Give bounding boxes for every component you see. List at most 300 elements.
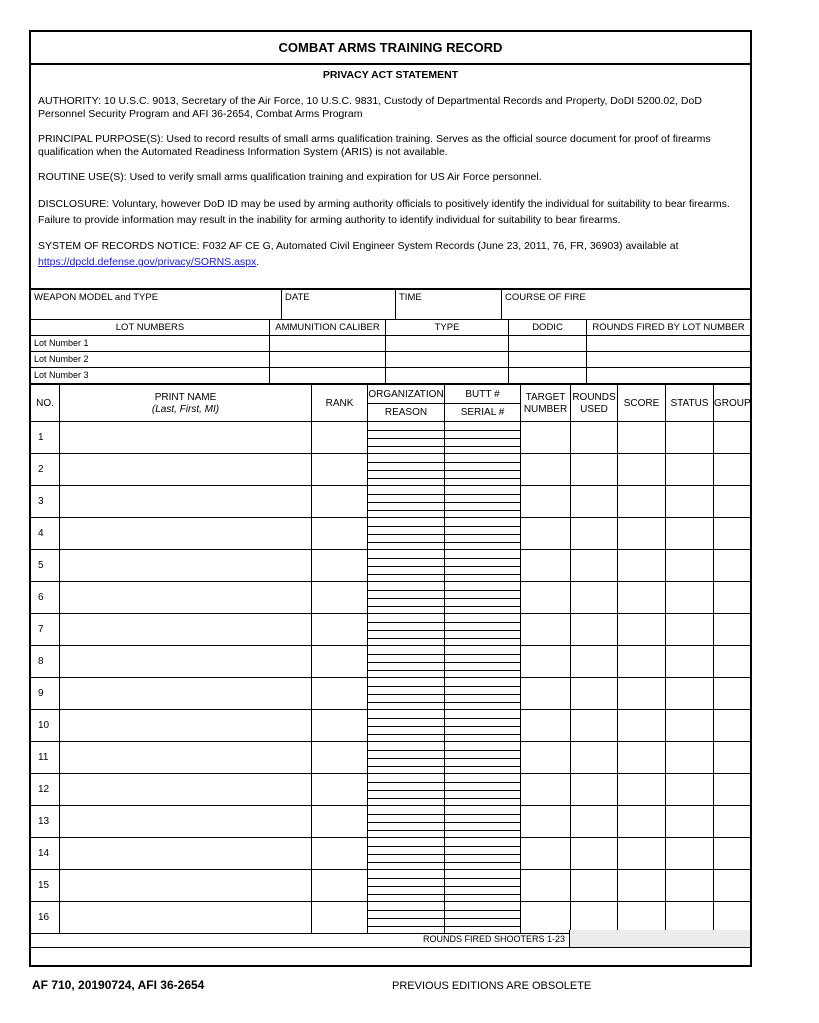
type-input[interactable] [386, 368, 509, 383]
target-number-input[interactable] [521, 486, 571, 517]
rounds-used-input[interactable] [571, 806, 618, 837]
status-input[interactable] [666, 422, 714, 453]
rounds-total-input[interactable] [569, 930, 750, 947]
score-input[interactable] [618, 454, 666, 485]
ammo-caliber-header: AMMUNITION CALIBER [270, 320, 386, 335]
rounds-used-input[interactable] [571, 486, 618, 517]
sub-line [445, 694, 520, 695]
butt-serial-input[interactable] [445, 806, 521, 837]
target-number-input[interactable] [521, 550, 571, 581]
score-input[interactable] [618, 486, 666, 517]
score-input[interactable] [618, 774, 666, 805]
lot-row [31, 368, 750, 384]
dodic-input[interactable] [509, 352, 587, 367]
lot-row-label: Lot Number 2 [34, 354, 89, 364]
group-input[interactable] [714, 838, 750, 869]
sub-line [445, 494, 520, 495]
print-name-input[interactable] [60, 486, 312, 517]
org-reason-input[interactable] [368, 454, 445, 485]
time-label: TIME [399, 292, 422, 303]
target-number-input[interactable] [521, 806, 571, 837]
group-input[interactable] [714, 614, 750, 645]
sub-line [445, 886, 520, 887]
sub-line [368, 886, 444, 887]
table-row [31, 454, 750, 486]
print-name-input[interactable] [60, 646, 312, 677]
sub-line [445, 830, 520, 831]
target-number-input[interactable] [521, 774, 571, 805]
status-input[interactable] [666, 774, 714, 805]
weapon-model-label: WEAPON MODEL and TYPE [34, 292, 159, 303]
sub-line [368, 630, 444, 631]
sorn-text [38, 238, 743, 270]
sub-line [368, 654, 444, 655]
rank-input[interactable] [312, 646, 368, 677]
target-number-input[interactable] [521, 678, 571, 709]
rounds-fired-input[interactable] [587, 352, 750, 367]
rank-input[interactable] [312, 870, 368, 901]
table-row [31, 870, 750, 902]
butt-serial-input[interactable] [445, 486, 521, 517]
rank-input[interactable] [312, 838, 368, 869]
org-reason-input[interactable] [368, 646, 445, 677]
target-number-input[interactable] [521, 454, 571, 485]
sub-line [368, 862, 444, 863]
sub-line [368, 542, 444, 543]
score-input[interactable] [618, 550, 666, 581]
status-input[interactable] [666, 486, 714, 517]
group-input[interactable] [714, 518, 750, 549]
butt-serial-input[interactable] [445, 614, 521, 645]
status-input[interactable] [666, 646, 714, 677]
rank-input[interactable] [312, 582, 368, 613]
table-row [31, 646, 750, 678]
lot-number-input[interactable] [31, 336, 270, 351]
group-input[interactable] [714, 582, 750, 613]
sub-line [445, 598, 520, 599]
rounds-used-input[interactable] [571, 454, 618, 485]
used-label: USED [580, 403, 608, 415]
butt-serial-input[interactable] [445, 774, 521, 805]
rounds-used-input[interactable] [571, 614, 618, 645]
row-number: 16 [31, 902, 60, 933]
sub-line [368, 782, 444, 783]
sub-line [445, 814, 520, 815]
sub-line [445, 510, 520, 511]
row-number: 4 [31, 518, 60, 549]
group-input[interactable] [714, 806, 750, 837]
org-reason-input[interactable] [368, 550, 445, 581]
org-reason-input[interactable] [368, 838, 445, 869]
org-reason-input[interactable] [368, 870, 445, 901]
no-header: NO. [31, 385, 60, 422]
org-reason-input[interactable] [368, 742, 445, 773]
sub-line [445, 574, 520, 575]
sub-line [368, 846, 444, 847]
score-input[interactable] [618, 742, 666, 773]
sub-line [445, 718, 520, 719]
course-of-fire-field[interactable] [502, 288, 750, 320]
lot-number-input[interactable] [31, 352, 270, 367]
group-input[interactable] [714, 454, 750, 485]
time-field[interactable] [396, 288, 502, 320]
butt-serial-input[interactable] [445, 550, 521, 581]
print-name-input[interactable] [60, 838, 312, 869]
sub-line [445, 758, 520, 759]
group-input[interactable] [714, 422, 750, 453]
score-input[interactable] [618, 870, 666, 901]
group-header: GROUP [714, 397, 751, 409]
status-input[interactable] [666, 518, 714, 549]
date-field[interactable] [282, 288, 396, 320]
lot-row [31, 336, 750, 352]
number-label: NUMBER [523, 403, 568, 415]
sub-line [445, 526, 520, 527]
print-name-input[interactable] [60, 550, 312, 581]
row-number: 15 [31, 870, 60, 901]
print-name-input[interactable] [60, 710, 312, 741]
dodic-input[interactable] [509, 336, 587, 351]
sub-line [368, 478, 444, 479]
table-row [31, 678, 750, 710]
org-reason-input[interactable] [368, 710, 445, 741]
sub-line [368, 734, 444, 735]
butt-serial-input[interactable] [445, 902, 521, 933]
sub-line [368, 798, 444, 799]
score-input[interactable] [618, 902, 666, 933]
rounds-used-input[interactable] [571, 902, 618, 933]
status-input[interactable] [666, 710, 714, 741]
sub-line [368, 590, 444, 591]
org-reason-input[interactable] [368, 614, 445, 645]
butt-serial-input[interactable] [445, 646, 521, 677]
sub-line [368, 470, 444, 471]
rounds-used-input[interactable] [571, 678, 618, 709]
sub-line [368, 622, 444, 623]
privacy-act-section [31, 69, 750, 290]
table-row [31, 582, 750, 614]
row-number: 8 [31, 646, 60, 677]
target-number-input[interactable] [521, 710, 571, 741]
butt-label: BUTT # [445, 386, 520, 404]
butt-serial-header [445, 385, 521, 422]
type-input[interactable] [386, 352, 509, 367]
butt-serial-input[interactable] [445, 742, 521, 773]
dodic-header: DODIC [509, 320, 587, 335]
sub-line [445, 542, 520, 543]
organization-label: ORGANIZATION [368, 386, 444, 404]
sub-line [445, 854, 520, 855]
group-input[interactable] [714, 710, 750, 741]
rank-input[interactable] [312, 774, 368, 805]
score-input[interactable] [618, 422, 666, 453]
sub-line [368, 558, 444, 559]
sub-line [368, 670, 444, 671]
sub-line [368, 694, 444, 695]
group-input[interactable] [714, 486, 750, 517]
rank-input[interactable] [312, 742, 368, 773]
sub-line [368, 510, 444, 511]
sub-line [368, 638, 444, 639]
lot-numbers-header: LOT NUMBERS [31, 320, 270, 335]
butt-serial-input[interactable] [445, 870, 521, 901]
print-name-input[interactable] [60, 678, 312, 709]
disclosure-text: DISCLOSURE: Voluntary, however DoD ID may be used by arming authority officials to positively identify the individual for suitability to bear firearms. Failure to provide information may result in the inability for arming authority to identify individual for suitability to bear firearms. [38, 198, 730, 226]
sub-line [445, 798, 520, 799]
privacy-heading: PRIVACY ACT STATEMENT [322, 69, 459, 81]
sorn-period: . [256, 256, 260, 268]
status-header: STATUS [666, 385, 714, 422]
sub-line [368, 926, 444, 927]
print-name-input[interactable] [60, 454, 312, 485]
sub-line [368, 790, 444, 791]
sub-line [368, 726, 444, 727]
org-reason-input[interactable] [368, 902, 445, 933]
sub-line [368, 534, 444, 535]
target-number-input[interactable] [521, 646, 571, 677]
dodic-input[interactable] [509, 368, 587, 383]
sub-line [445, 910, 520, 911]
status-input[interactable] [666, 902, 714, 933]
serial-label: SERIAL # [460, 406, 505, 418]
routine-use-text: ROUTINE USE(S): Used to verify small arms qualification training and expiration for US Air Force personnel. [38, 171, 542, 183]
sub-line [368, 606, 444, 607]
group-input[interactable] [714, 774, 750, 805]
org-reason-input[interactable] [368, 518, 445, 549]
butt-serial-input[interactable] [445, 582, 521, 613]
sub-line [368, 686, 444, 687]
target-number-input[interactable] [521, 902, 571, 933]
rank-input[interactable] [312, 454, 368, 485]
sub-line [368, 462, 444, 463]
rounds-used-header [571, 385, 618, 422]
target-number-input[interactable] [521, 742, 571, 773]
sub-line [368, 830, 444, 831]
training-record-form [29, 30, 752, 967]
status-input[interactable] [666, 550, 714, 581]
table-row [31, 518, 750, 550]
sub-line [368, 750, 444, 751]
sub-line [445, 726, 520, 727]
status-input[interactable] [666, 454, 714, 485]
group-input[interactable] [714, 870, 750, 901]
print-name-input[interactable] [60, 774, 312, 805]
row-number: 2 [31, 454, 60, 485]
target-number-input[interactable] [521, 518, 571, 549]
org-reason-input[interactable] [368, 774, 445, 805]
table-row [31, 486, 750, 518]
rounds-used-input[interactable] [571, 422, 618, 453]
sub-line [445, 654, 520, 655]
target-number-input[interactable] [521, 870, 571, 901]
rounds-used-input[interactable] [571, 710, 618, 741]
lot-row-label: Lot Number 3 [34, 370, 89, 380]
row-number: 5 [31, 550, 60, 581]
rounds-used-input[interactable] [571, 582, 618, 613]
table-row [31, 614, 750, 646]
butt-serial-input[interactable] [445, 838, 521, 869]
status-input[interactable] [666, 582, 714, 613]
authority-text: AUTHORITY: 10 U.S.C. 9013, Secretary of the Air Force, 10 U.S.C. 9831, Custody of Departmental Records and Property, DoDI 5200.02, DoD Personnel Security Program and AFI 36-2654, Combat Arms Program [38, 95, 702, 120]
weapon-model-field[interactable] [31, 288, 282, 320]
ammo-caliber-input[interactable] [270, 336, 386, 351]
row-number: 14 [31, 838, 60, 869]
weapon-info-row [31, 288, 750, 320]
lot-number-input[interactable] [31, 368, 270, 383]
butt-serial-input[interactable] [445, 710, 521, 741]
butt-serial-input[interactable] [445, 518, 521, 549]
row-number: 13 [31, 806, 60, 837]
sub-line [445, 534, 520, 535]
score-input[interactable] [618, 838, 666, 869]
sub-line [368, 566, 444, 567]
course-of-fire-label: COURSE OF FIRE [505, 292, 586, 303]
score-input[interactable] [618, 518, 666, 549]
rank-input[interactable] [312, 678, 368, 709]
row-number: 10 [31, 710, 60, 741]
status-input[interactable] [666, 870, 714, 901]
sub-line [368, 758, 444, 759]
rounds-used-input[interactable] [571, 742, 618, 773]
rounds-label: ROUNDS [572, 391, 616, 403]
status-input[interactable] [666, 742, 714, 773]
status-input[interactable] [666, 838, 714, 869]
butt-serial-input[interactable] [445, 454, 521, 485]
ammo-caliber-input[interactable] [270, 368, 386, 383]
rounds-used-input[interactable] [571, 870, 618, 901]
reason-label: REASON [384, 406, 428, 418]
status-input[interactable] [666, 678, 714, 709]
table-row [31, 838, 750, 870]
rounds-used-input[interactable] [571, 518, 618, 549]
score-input[interactable] [618, 646, 666, 677]
form-identifier: AF 710, 20190724, AFI 36-2654 [32, 978, 205, 992]
print-name-input[interactable] [60, 870, 312, 901]
sub-line [368, 574, 444, 575]
group-input[interactable] [714, 902, 750, 933]
rank-input[interactable] [312, 486, 368, 517]
table-row [31, 422, 750, 454]
sorn-label: SYSTEM OF RECORDS NOTICE: F032 AF CE G, Automated Civil Engineer System Records (June 23, 2011, 76, FR, 36903) available at [38, 240, 679, 252]
sub-line [368, 854, 444, 855]
sub-line [445, 926, 520, 927]
rounds-total-row [31, 930, 750, 948]
sub-line [445, 566, 520, 567]
print-name-input[interactable] [60, 422, 312, 453]
lot-row-label: Lot Number 1 [34, 338, 89, 348]
sub-line [368, 662, 444, 663]
print-name-input[interactable] [60, 806, 312, 837]
org-reason-input[interactable] [368, 486, 445, 517]
group-input[interactable] [714, 646, 750, 677]
sub-line [445, 606, 520, 607]
obsolete-notice: PREVIOUS EDITIONS ARE OBSOLETE [392, 980, 592, 992]
org-reason-input[interactable] [368, 422, 445, 453]
form-title: COMBAT ARMS TRAINING RECORD [31, 32, 750, 65]
score-input[interactable] [618, 678, 666, 709]
butt-serial-input[interactable] [445, 422, 521, 453]
org-reason-input[interactable] [368, 582, 445, 613]
score-input[interactable] [618, 614, 666, 645]
org-reason-input[interactable] [368, 806, 445, 837]
org-reason-input[interactable] [368, 678, 445, 709]
rounds-used-input[interactable] [571, 774, 618, 805]
rounds-used-input[interactable] [571, 838, 618, 869]
group-input[interactable] [714, 678, 750, 709]
sub-line [445, 662, 520, 663]
sub-line [445, 734, 520, 735]
print-name-input[interactable] [60, 582, 312, 613]
print-name-input[interactable] [60, 518, 312, 549]
score-input[interactable] [618, 582, 666, 613]
rank-input[interactable] [312, 518, 368, 549]
sub-line [445, 862, 520, 863]
target-number-input[interactable] [521, 582, 571, 613]
rank-input[interactable] [312, 806, 368, 837]
group-input[interactable] [714, 742, 750, 773]
rounds-used-input[interactable] [571, 550, 618, 581]
sub-line [445, 590, 520, 591]
butt-serial-input[interactable] [445, 678, 521, 709]
sub-line [368, 446, 444, 447]
sub-line [445, 670, 520, 671]
type-input[interactable] [386, 336, 509, 351]
table-row [31, 774, 750, 806]
rounds-fired-input[interactable] [587, 368, 750, 383]
print-name-label: PRINT NAME [154, 391, 217, 403]
sub-line [445, 766, 520, 767]
sub-line [445, 702, 520, 703]
sub-line [445, 430, 520, 431]
target-number-input[interactable] [521, 614, 571, 645]
print-name-input[interactable] [60, 742, 312, 773]
row-number: 7 [31, 614, 60, 645]
print-name-input[interactable] [60, 614, 312, 645]
ammo-caliber-input[interactable] [270, 352, 386, 367]
row-number: 9 [31, 678, 60, 709]
rank-header: RANK [312, 385, 368, 422]
target-number-input[interactable] [521, 838, 571, 869]
score-input[interactable] [618, 710, 666, 741]
sorn-link[interactable]: https://dpcld.defense.gov/privacy/SORNS.aspx [38, 256, 257, 268]
target-number-header [521, 385, 571, 422]
lot-table-header [31, 320, 750, 336]
target-number-input[interactable] [521, 422, 571, 453]
status-input[interactable] [666, 806, 714, 837]
score-input[interactable] [618, 806, 666, 837]
group-input[interactable] [714, 550, 750, 581]
sub-line [368, 766, 444, 767]
sub-line [445, 790, 520, 791]
sub-line [445, 470, 520, 471]
lot-row [31, 352, 750, 368]
rank-input[interactable] [312, 422, 368, 453]
rank-input[interactable] [312, 902, 368, 933]
table-row [31, 742, 750, 774]
status-input[interactable] [666, 614, 714, 645]
rounds-fired-input[interactable] [587, 336, 750, 351]
sub-line [368, 430, 444, 431]
sub-line [445, 638, 520, 639]
rank-input[interactable] [312, 710, 368, 741]
rounds-by-lot-header: ROUNDS FIRED BY LOT NUMBER [592, 322, 745, 333]
rank-input[interactable] [312, 614, 368, 645]
rounds-used-input[interactable] [571, 646, 618, 677]
print-name-input[interactable] [60, 902, 312, 933]
rank-input[interactable] [312, 550, 368, 581]
sub-line [368, 494, 444, 495]
row-number: 6 [31, 582, 60, 613]
